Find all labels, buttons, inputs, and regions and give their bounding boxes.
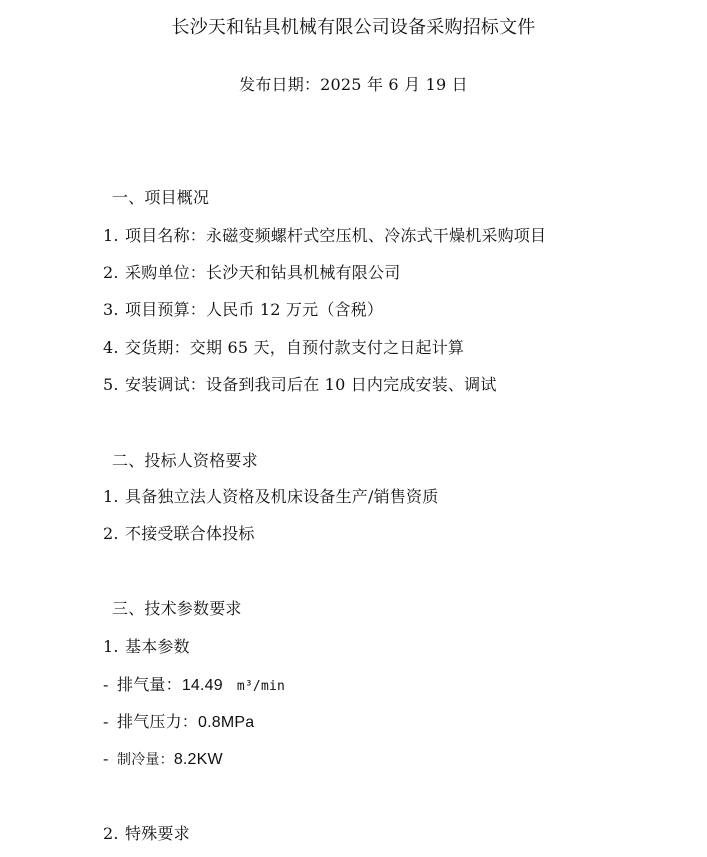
list-item <box>103 374 497 396</box>
list-item <box>103 225 546 247</box>
param-row-pressure <box>103 711 254 734</box>
param-label: 排气量： <box>117 675 182 694</box>
list-text: 具备独立法人资格及机床设备生产/销售资质 <box>125 487 439 506</box>
param-row-displacement <box>103 674 285 698</box>
list-text: 安装调试：设备到我司后在 10 日内完成安装、调试 <box>125 375 497 394</box>
list-number: 2. <box>103 263 119 282</box>
param-row-cooling <box>103 748 223 771</box>
subsection-basic-params <box>103 636 190 658</box>
param-value: 0.8MPa <box>198 714 255 731</box>
list-item <box>103 299 383 321</box>
list-text: 特殊要求 <box>125 824 190 843</box>
list-text: 不接受联合体投标 <box>125 524 255 543</box>
param-label: 制冷量： <box>117 752 174 768</box>
list-dash: - <box>103 712 109 731</box>
list-text: 项目名称：永磁变频螺杆式空压机、冷冻式干燥机采购项目 <box>125 226 547 245</box>
section-heading-qualifications: 二、投标人资格要求 <box>112 451 258 470</box>
param-label: 排气压力： <box>117 712 199 731</box>
section-heading-overview: 一、项目概况 <box>112 188 210 207</box>
list-number: 3. <box>103 300 119 319</box>
list-number: 2. <box>103 824 119 843</box>
list-item <box>103 523 255 545</box>
list-item <box>103 337 464 359</box>
list-number: 1. <box>103 226 119 245</box>
param-value: 8.2KW <box>173 751 223 768</box>
publish-date: 发布日期：2025 年 6 月 19 日 <box>239 75 468 94</box>
list-number: 2. <box>103 524 119 543</box>
section-heading-technical: 三、技术参数要求 <box>112 599 242 618</box>
list-text: 基本参数 <box>125 637 190 656</box>
list-dash: - <box>103 675 109 694</box>
list-number: 1. <box>103 487 119 506</box>
list-number: 1. <box>103 637 119 656</box>
list-item <box>103 262 400 284</box>
list-text: 项目预算：人民币 12 万元（含税） <box>125 300 384 319</box>
param-unit: m³/min <box>236 679 286 694</box>
list-item <box>103 486 438 508</box>
document-title: 长沙天和钻具机械有限公司设备采购招标文件 <box>171 17 536 38</box>
list-text: 采购单位：长沙天和钻具机械有限公司 <box>125 263 401 282</box>
list-text: 交货期：交期 65 天，自预付款支付之日起计算 <box>125 338 465 357</box>
subsection-special-requirements <box>103 823 190 845</box>
list-dash: - <box>103 749 109 768</box>
list-number: 5. <box>103 375 119 394</box>
list-number: 4. <box>103 338 119 357</box>
param-value: 14.49 <box>181 677 223 694</box>
